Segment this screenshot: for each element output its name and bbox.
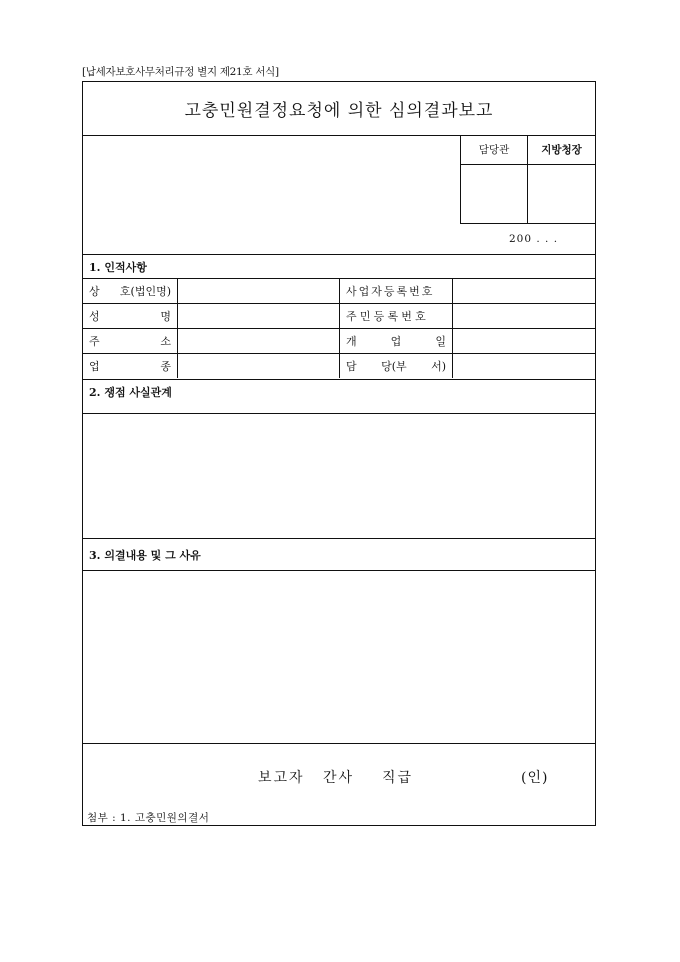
label-name: 성 명 bbox=[83, 304, 178, 328]
approval-column-commissioner bbox=[527, 135, 596, 223]
table-row bbox=[83, 328, 595, 353]
approval-head-officer: 담당관 bbox=[461, 135, 527, 165]
value-resident-reg-no[interactable] bbox=[453, 304, 596, 328]
reporter-rank: 직급 bbox=[382, 770, 414, 786]
decision-content-area[interactable] bbox=[83, 570, 595, 744]
value-business-reg-no[interactable] bbox=[453, 279, 596, 303]
reporter-title: 간사 bbox=[323, 770, 355, 786]
facts-content-area[interactable] bbox=[83, 413, 595, 539]
form-caption: [납세자보호사무처리규정 별지 제21호 서식] bbox=[82, 66, 279, 78]
value-name[interactable] bbox=[178, 304, 340, 328]
report-form bbox=[82, 81, 596, 826]
section-decision-heading: 3. 의결내용 및 그 사유 bbox=[83, 538, 595, 570]
label-trade-name: 상 호(법인명) bbox=[83, 279, 178, 303]
section-facts-heading: 2. 쟁점 사실관계 bbox=[83, 379, 595, 403]
label-department: 담 당(부 서) bbox=[340, 354, 453, 378]
label-resident-reg-no: 주민등록번호 bbox=[340, 304, 453, 328]
label-address: 주 소 bbox=[83, 329, 178, 353]
value-trade-name[interactable] bbox=[178, 279, 340, 303]
reporter-label: 보고자 bbox=[258, 770, 305, 786]
value-department[interactable] bbox=[453, 354, 596, 378]
personal-info-table bbox=[83, 278, 595, 378]
form-title: 고충민원결정요청에 의한 심의결과보고 bbox=[83, 82, 595, 136]
label-opening-date: 개 업 일 bbox=[340, 329, 453, 353]
value-opening-date[interactable] bbox=[453, 329, 596, 353]
seal-mark: (인) bbox=[521, 770, 549, 786]
approval-box bbox=[460, 135, 596, 224]
table-row bbox=[83, 303, 595, 328]
label-industry: 업 종 bbox=[83, 354, 178, 378]
section-personal-heading: 1. 인적사항 bbox=[83, 254, 595, 278]
label-business-reg-no: 사업자등록번호 bbox=[340, 279, 453, 303]
value-address[interactable] bbox=[178, 329, 340, 353]
attachment-note: 첨부 : 1. 고충민원의결서 bbox=[87, 812, 210, 824]
date-line: 200 . . . bbox=[509, 233, 559, 245]
table-row bbox=[83, 353, 595, 378]
approval-column-officer bbox=[461, 135, 528, 223]
approval-head-commissioner: 지방청장 bbox=[527, 135, 596, 165]
value-industry[interactable] bbox=[178, 354, 340, 378]
reporter-line bbox=[83, 743, 595, 805]
table-row bbox=[83, 278, 595, 303]
